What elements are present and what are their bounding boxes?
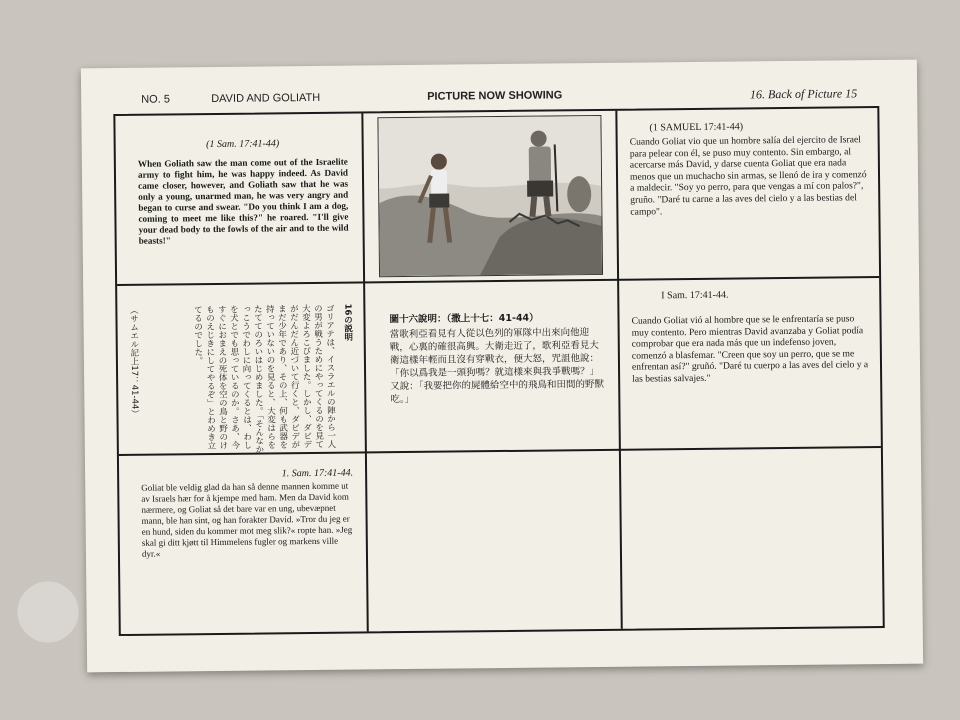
japanese-cell	[117, 283, 365, 454]
picture-cell	[363, 111, 617, 282]
japanese-text: ゴリアテは、イスラエルの陣から一人の男が戦うためにやってくるのを見て大変よろこびました。しかし、ダビデがだんだん近づいて行くと、ダビデがまだ少年であり、その上、何も武器を持っていないのを見ると、大変はらをたててのろいはじめました。「そんなかっこうでわしに向ってくるとは、わしを犬とでも思っているのか。さあ、今すぐにおまえの死体を空の鳥と野のけものえじきにしてやるぞ」とわめき立てるのでした。	[192, 303, 336, 454]
norwegian-cell	[119, 453, 367, 636]
chinese-cell	[365, 281, 619, 452]
empty-cell	[367, 451, 621, 634]
spanish-cell-1	[617, 108, 883, 279]
card-title: DAVID AND GOLIATH	[211, 91, 321, 106]
spanish-cell-2	[619, 278, 885, 449]
norwegian-reference: 1. Sam. 17:41-44.	[281, 467, 354, 480]
card-number: NO. 5	[141, 93, 170, 106]
english-text: When Goliath saw the man come out of the Israelite army to fight him, he was happy indeed. As David came closer, however, and Goliath saw that he was only a young, unarmed man, he was very angry and began to curse and swear. "Do you think I am a dog, coming to meet me like this?" he roared. "I'll give your dead body to the fowls of the air and to the wild beasts!"	[137, 156, 349, 246]
english-reference: (1 Sam. 17:41-44)	[206, 138, 280, 151]
text-grid	[113, 106, 884, 636]
spanish-text-2: Cuando Goliat vió al hombre que se le enfrentaría se puso muy contento. Pero mientras David avanzaba y Goliat podía comprobar que era nada más que un indefenso joven, comenzó a blasfemar. "Creen que soy un perro, que se me enfrentan así?" gruñó. "Daré tu cuerpo a las aves del cielo y a las bestias salvajes."	[631, 313, 869, 385]
card-header	[141, 86, 857, 109]
japanese-label: 16の説明	[342, 303, 353, 342]
picture-showing-label: PICTURE NOW SHOWING	[427, 89, 563, 103]
david-goliath-illustration	[377, 115, 603, 277]
spanish-reference-2: I Sam. 17:41-44.	[661, 289, 729, 302]
norwegian-text: Goliat ble veldig glad da han så denne mannen komme ut av Israels hær for å kjempe med ham. Men da David kom nærmere, og Goliat så det bare var en ung, ubevæpnet mann, ble han sint, og han forakter David. »Tror du jeg er en hund, siden du kommer mot meg slik?« ropte han. »Jeg skal gi ditt kjøtt til Himmelens fugler og markens ville dyr.«	[141, 480, 353, 559]
chinese-reference: 圖十六說明：（撒上十七：41-44）	[389, 312, 539, 326]
empty-cell	[621, 448, 887, 631]
spanish-text-1: Cuando Goliat vio que un hombre salía del ejercito de Israel para pelear con él, se puso muy contento. Sin embargo, al acercarse más David, y darse cuenta Goliat que era nada menos que un muchacho sin armas, se llenó de ira y comenzó a maldecir. "Soy yo perro, para que vengas a mí con palos?", gruño. "Daré tu carne a las aves del cielo y a las bestias del campo".	[629, 134, 867, 218]
english-cell	[115, 113, 363, 284]
japanese-reference: （サムエル記上17：41-44）	[128, 305, 140, 418]
spanish-reference-1: (1 SAMUEL 17:41-44)	[649, 121, 744, 134]
illustration-svg	[378, 116, 602, 276]
chinese-text: 當歌利亞看見有人從以色列的軍隊中出來向他迎戰，心裏的確很高興。大衛走近了，歌利亞看見大衛這樣年輕而且沒有穿戰衣，便大怒，咒詛他說：「你以爲我是一頭狗嗎？就這樣來與我爭戰嗎？」又說：「我要把你的屍體給空中的飛鳥和田間的野獸吃。」	[389, 327, 605, 406]
picture-card	[81, 60, 923, 673]
back-of-picture-label: 16. Back of Picture 15	[749, 86, 858, 102]
